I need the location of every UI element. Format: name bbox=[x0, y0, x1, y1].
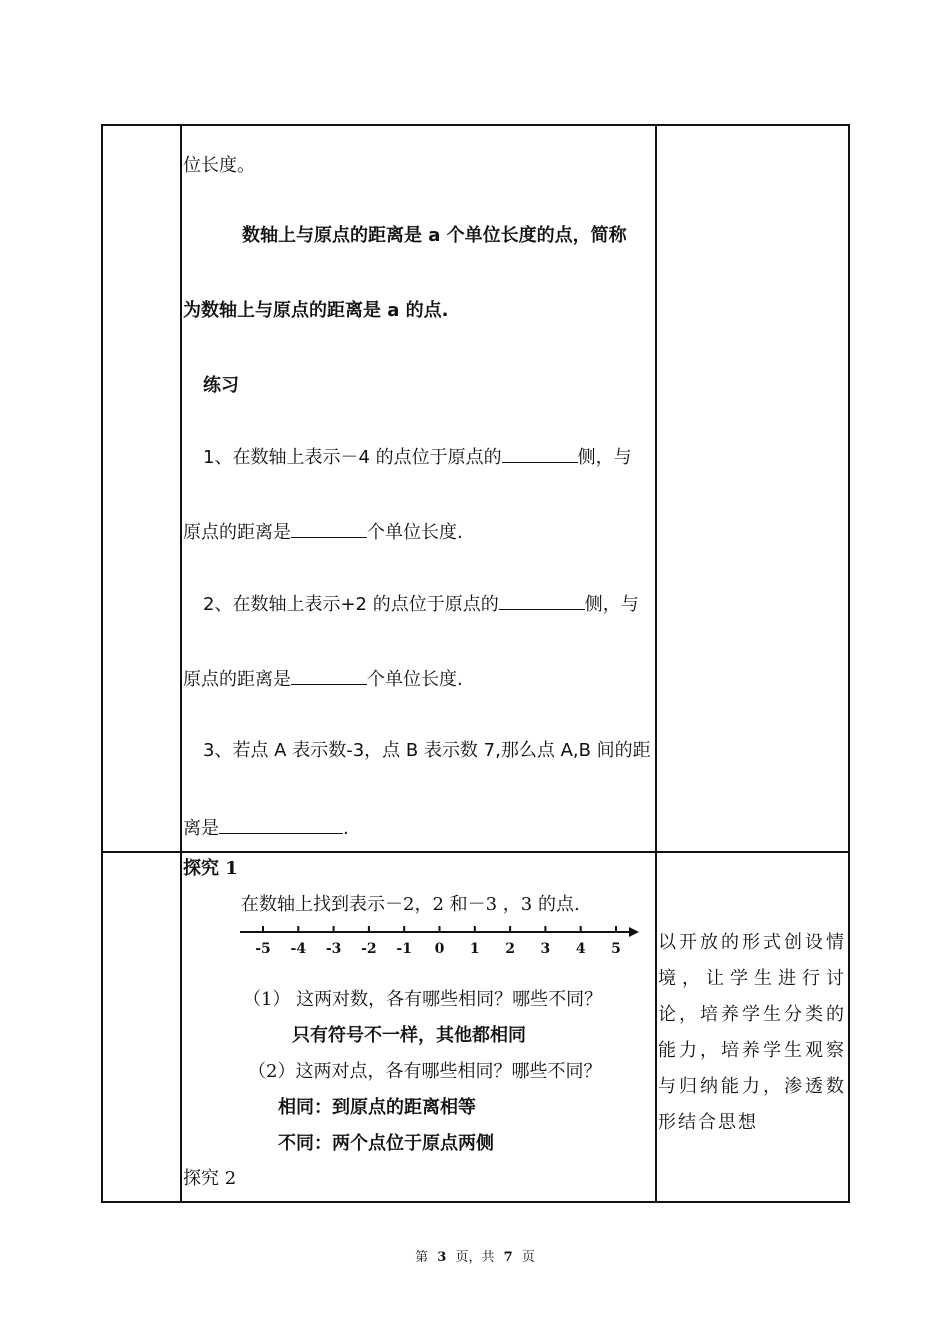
question-2-line-1 bbox=[203, 591, 639, 617]
footer-total-pages: 7 bbox=[503, 1250, 513, 1265]
footer-mid: 页，共 bbox=[455, 1250, 495, 1265]
axis-tick-label: 3 bbox=[540, 941, 551, 957]
definition-line-1: 数轴上与原点的距离是 a 个单位长度的点，简称 bbox=[242, 225, 627, 246]
axis-tick-label: -3 bbox=[325, 941, 342, 957]
explore-answer-2-diff: 不同：两个点位于原点两侧 bbox=[278, 1133, 494, 1154]
table-col-divider-2 bbox=[655, 124, 657, 1203]
question-1-text: 1、在数轴上表示－4 的点位于原点的 bbox=[203, 447, 502, 468]
table-col-divider-1 bbox=[180, 124, 182, 1203]
table-top-border bbox=[101, 124, 850, 126]
answer-blank[interactable] bbox=[219, 815, 343, 834]
explore-1-title: 探究 1 bbox=[183, 858, 238, 879]
question-2-text: 2、在数轴上表示+2 的点位于原点的 bbox=[203, 594, 499, 615]
page-footer bbox=[0, 1246, 950, 1265]
question-2-line-2-end: 个单位长度. bbox=[367, 669, 463, 690]
explore-answer-2-same: 相同：到原点的距离相等 bbox=[278, 1097, 476, 1118]
question-3-line-2 bbox=[183, 815, 349, 841]
number-line bbox=[235, 920, 645, 960]
explore-2-title: 探究 2 bbox=[183, 1168, 237, 1189]
axis-tick-label: -4 bbox=[290, 941, 307, 957]
footer-page-number: 3 bbox=[437, 1250, 447, 1265]
answer-blank[interactable] bbox=[291, 666, 367, 685]
question-3-line-2-end: . bbox=[343, 818, 349, 839]
text-line-1: 位长度。 bbox=[183, 155, 255, 176]
question-2-text-end: 侧，与 bbox=[584, 594, 639, 615]
question-1-line-2-end: 个单位长度. bbox=[367, 522, 463, 543]
axis-tick-label: 5 bbox=[611, 941, 621, 957]
axis-tick-label: 1 bbox=[469, 941, 480, 957]
definition-line-2: 为数轴上与原点的距离是 a 的点. bbox=[183, 300, 449, 321]
table-bottom-border bbox=[101, 1201, 850, 1203]
question-2-line-2 bbox=[183, 666, 463, 692]
arrow-icon bbox=[629, 927, 639, 937]
practice-title: 练习 bbox=[203, 375, 239, 396]
teaching-note: 以开放的形式创设情境，让学生进行讨论，培养学生分类的能力，培养学生观察与归纳能力，渗透数形结合思想 bbox=[658, 932, 846, 1133]
axis-tick-label: -2 bbox=[361, 941, 377, 957]
table-row-divider bbox=[101, 851, 850, 853]
explore-answer-1: 只有符号不一样，其他都相同 bbox=[292, 1025, 526, 1046]
axis-tick-label: 4 bbox=[575, 941, 586, 957]
question-3-line-2-text: 离是 bbox=[183, 818, 219, 839]
axis-tick-label: 2 bbox=[505, 941, 515, 957]
explore-question-2: （2）这两对点，各有哪些相同？哪些不同？ bbox=[248, 1061, 602, 1082]
axis-tick-label: -1 bbox=[396, 941, 412, 957]
explore-1-intro: 在数轴上找到表示－2，2 和－3 ，3 的点. bbox=[241, 894, 580, 915]
explore-question-1: （1） 这两对数，各有哪些相同？哪些不同？ bbox=[243, 989, 603, 1010]
answer-blank[interactable] bbox=[502, 444, 578, 463]
table-left-border bbox=[101, 124, 103, 1203]
question-1-line-2-text: 原点的距离是 bbox=[183, 522, 291, 543]
axis-tick-label: 0 bbox=[434, 941, 445, 957]
question-3-line-1: 3、若点 A 表示数-3，点 B 表示数 7,那么点 A,B 间的距 bbox=[203, 740, 651, 761]
axis-tick-label: -5 bbox=[255, 941, 271, 957]
answer-blank[interactable] bbox=[499, 591, 585, 610]
question-1-line-2 bbox=[183, 519, 463, 545]
question-2-line-2-text: 原点的距离是 bbox=[183, 669, 291, 690]
footer-suffix: 页 bbox=[521, 1250, 535, 1265]
answer-blank[interactable] bbox=[291, 519, 367, 538]
table-right-border bbox=[848, 124, 850, 1203]
question-1-line-1 bbox=[203, 444, 632, 470]
footer-prefix: 第 bbox=[415, 1250, 429, 1265]
question-1-text-end: 侧，与 bbox=[577, 447, 632, 468]
